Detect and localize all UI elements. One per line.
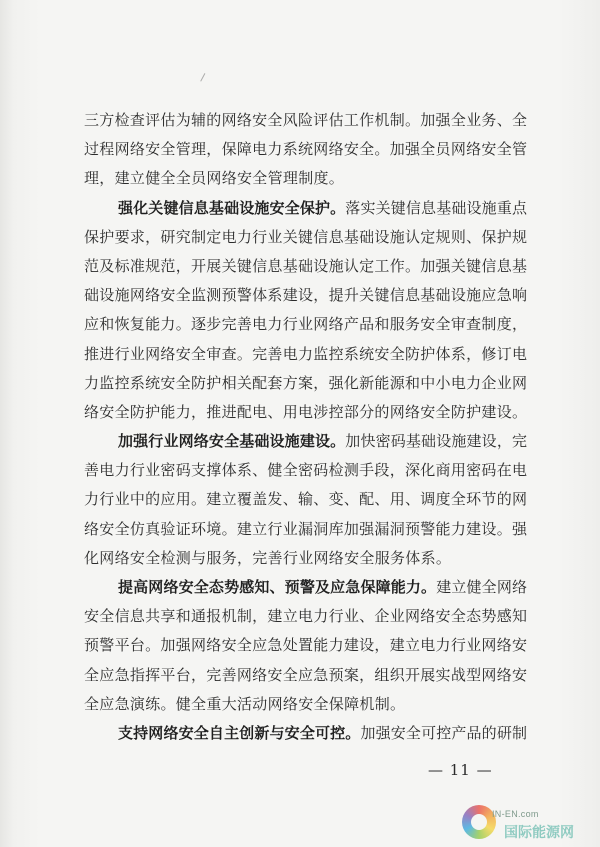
text-line xyxy=(84,106,527,135)
line-text: 全应急指挥平台，完善网络安全应急预案，组织开展实战型网络安 xyxy=(84,665,527,684)
text-line xyxy=(84,690,527,719)
paragraph-lead: 强化关键信息基础设施安全保护。 xyxy=(118,198,346,217)
paragraph-heading-line xyxy=(84,194,527,223)
line-text: 建立健全网络 xyxy=(436,578,527,596)
paragraph-lead: 支持网络安全自主创新与安全可控。 xyxy=(118,723,361,742)
text-line xyxy=(84,456,527,485)
text-line xyxy=(84,310,527,339)
line-text: 善电力行业密码支撑体系、健全密码检测手段，深化商用密码在电 xyxy=(84,461,527,480)
line-text: 应和恢复能力。逐步完善电力行业网络产品和服务安全审查制度， xyxy=(84,315,527,334)
line-text: 理，建立健全全员网络安全管理制度。 xyxy=(84,169,345,188)
scan-mark xyxy=(200,73,210,84)
flower-logo-icon xyxy=(462,805,496,839)
line-text: 化网络安全检测与服务，完善行业网络安全服务体系。 xyxy=(84,548,452,567)
line-text: 力行业中的应用。建立覆盖发、输、变、配、用、调度全环节的网 xyxy=(84,490,527,509)
line-text: 推进行业网络安全审查。完善电力监控系统安全防护体系，修订电 xyxy=(84,344,527,363)
line-text: 络安全仿真验证环境。建立行业漏洞库加强漏洞预警能力建设。强 xyxy=(84,519,527,538)
watermark-name: 国际能源网 xyxy=(504,825,574,841)
text-line xyxy=(84,369,527,398)
line-text: 过程网络安全管理，保障电力系统网络安全。加强全员网络安全管 xyxy=(84,140,527,159)
text-line xyxy=(84,252,527,281)
paragraph-heading-line xyxy=(84,719,527,748)
text-line xyxy=(84,164,527,193)
paragraph-heading-line xyxy=(84,427,527,456)
text-line xyxy=(84,135,527,164)
paragraph-lead: 提高网络安全态势感知、预警及应急保障能力。 xyxy=(118,578,437,596)
line-text: 落实关键信息基础设施重点 xyxy=(345,198,527,217)
text-line xyxy=(84,602,527,631)
line-text: 保护要求，研究制定电力行业关键信息基础设施认定规则、保护规 xyxy=(84,227,527,246)
paragraph-heading-line xyxy=(84,573,527,602)
watermark-site: IN-EN.com xyxy=(492,809,539,819)
line-text: 全应急演练。健全重大活动网络安全保障机制。 xyxy=(84,694,406,713)
line-text: 范及标准规范，开展关键信息基础设施认定工作。加强关键信息基 xyxy=(84,256,527,275)
line-text: 安全信息共享和通报机制，建立电力行业、企业网络安全态势感知 xyxy=(84,607,527,626)
line-text: 三方检查评估为辅的网络安全风险评估工作机制。加强全业务、全 xyxy=(84,111,527,129)
line-text: 础设施网络安全监测预警体系建设，提升关键信息基础设施应急响 xyxy=(84,286,527,305)
text-line xyxy=(84,340,527,369)
line-text: 力监控系统安全防护相关配套方案，强化新能源和中小电力企业网 xyxy=(84,373,527,392)
document-body xyxy=(84,106,527,748)
text-line xyxy=(84,398,527,427)
text-line xyxy=(84,223,527,252)
text-line xyxy=(84,631,527,660)
line-text: 预警平台。加强网络安全应急处置能力建设，建立电力行业网络安 xyxy=(84,636,527,655)
text-line xyxy=(84,544,527,573)
text-line xyxy=(84,661,527,690)
page-number: — 11 — xyxy=(428,761,493,779)
line-text: 络安全防护能力，推进配电、用电涉控部分的网络安全防护建设。 xyxy=(84,402,527,421)
line-text: 加快密码基础设施建设，完 xyxy=(345,432,527,451)
line-text: 加强安全可控产品的研制 xyxy=(360,723,527,742)
text-line xyxy=(84,515,527,544)
text-line xyxy=(84,281,527,310)
paragraph-lead: 加强行业网络安全基础设施建设。 xyxy=(118,432,346,451)
watermark-logo xyxy=(462,803,592,843)
text-line xyxy=(84,485,527,514)
